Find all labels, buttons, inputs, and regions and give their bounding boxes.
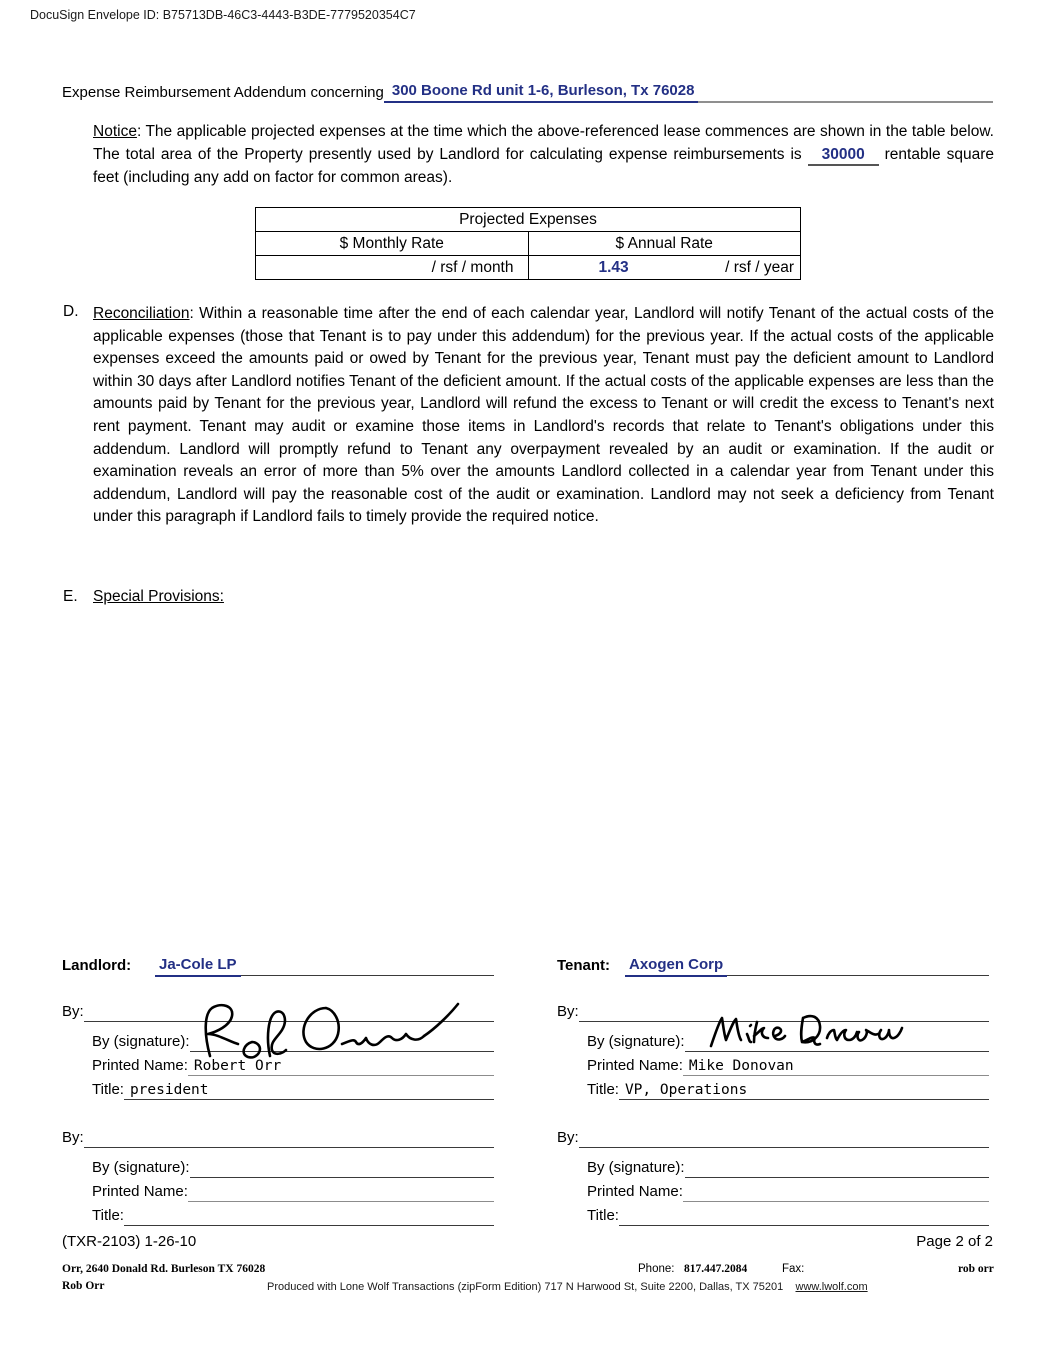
landlord-signature2-line [190, 1158, 494, 1178]
form-code: (TXR-2103) 1-26-10 [62, 1233, 197, 1250]
tenant-signature-block [557, 956, 989, 1246]
landlord-signature-block [62, 956, 494, 1246]
annual-rate-header: $ Annual Rate [528, 232, 801, 256]
tenant-printed-name2-line [683, 1182, 989, 1202]
landlord-printed-name2-line [188, 1182, 494, 1202]
section-d-lead-word: Reconciliation [93, 305, 190, 322]
section-d-letter: D. [63, 303, 79, 320]
landlord-by-signature-label: By (signature): [92, 1033, 190, 1050]
landlord-by2-signature-label: By (signature): [92, 1159, 190, 1176]
annual-rate-value: 1.43 [598, 258, 629, 276]
produced-with-text: Produced with Lone Wolf Transactions (zipForm Edition) 717 N Harwood St, Suite 2200, Dallas, TX 75201 [267, 1281, 784, 1293]
tenant-title-label: Title: [587, 1081, 619, 1098]
landlord-name-value: Ja-Cole LP [155, 956, 241, 977]
agent-address: Orr, 2640 Donald Rd. Burleson TX 76028 [62, 1263, 266, 1275]
tenant-label: Tenant: [557, 957, 611, 974]
tenant-name-value: Axogen Corp [625, 956, 727, 977]
landlord-printed-name2-label: Printed Name: [92, 1183, 188, 1200]
monthly-rate-header: $ Monthly Rate [256, 232, 529, 256]
notice-text-before: : The applicable projected expenses at the time which the above-referenced lease commences are shown in the table below. The total area of the Property presently used by Landlord for calculating expense reimbursements is [93, 123, 994, 163]
phone-label: Phone: [638, 1263, 675, 1275]
landlord-name-field [155, 956, 494, 976]
tenant-by-line [579, 1002, 989, 1022]
tenant-title2-line [619, 1206, 989, 1226]
tenant-by2-signature-label: By (signature): [587, 1159, 685, 1176]
docusign-envelope-id: DocuSign Envelope ID: B75713DB-46C3-4443-B3DE-7779520354C7 [30, 8, 416, 22]
landlord-title-label: Title: [92, 1081, 124, 1098]
landlord-printed-name-label: Printed Name: [92, 1057, 188, 1074]
tenant-signature2-line [685, 1158, 989, 1178]
addendum-title: Expense Reimbursement Addendum concerning [62, 84, 384, 101]
notice-paragraph [93, 120, 994, 189]
rentable-area-value: 30000 [808, 146, 879, 166]
annual-rate-cell [528, 256, 801, 280]
landlord-by-line [84, 1002, 494, 1022]
agent-name: Rob Orr [62, 1280, 105, 1292]
page-number: Page 2 of 2 [916, 1233, 993, 1250]
property-address-value: 300 Boone Rd unit 1-6, Burleson, Tx 76028 [384, 82, 699, 103]
lwolf-link[interactable]: www.lwolf.com [795, 1281, 868, 1293]
projected-expenses-table [255, 207, 801, 280]
tenant-signature-line [685, 1032, 989, 1052]
landlord-title2-label: Title: [92, 1207, 124, 1224]
produced-with-line [267, 1281, 868, 1293]
tenant-printed-name2-label: Printed Name: [587, 1183, 683, 1200]
section-d-paragraph [93, 303, 994, 529]
landlord-title2-line [124, 1206, 494, 1226]
form-footer-line [62, 1233, 993, 1250]
tenant-by2-label: By: [557, 1129, 579, 1146]
landlord-printed-name-value: Robert Orr [193, 1058, 282, 1074]
tenant-name-field [625, 956, 989, 976]
monthly-rate-cell: / rsf / month [256, 256, 529, 280]
annual-rate-unit: / rsf / year [725, 258, 794, 276]
section-e-title: Special Provisions: [93, 588, 224, 605]
fax-label: Fax: [782, 1263, 805, 1275]
tenant-by2-line [579, 1128, 989, 1148]
landlord-title-line [124, 1080, 494, 1100]
landlord-title-value: president [129, 1082, 209, 1098]
tenant-title-line [619, 1080, 989, 1100]
document-header [62, 82, 993, 103]
section-e-letter: E. [63, 588, 78, 605]
landlord-label: Landlord: [62, 957, 132, 974]
expenses-table-title: Projected Expenses [256, 208, 801, 232]
tenant-by-label: By: [557, 1003, 579, 1020]
tenant-printed-name-value: Mike Donovan [688, 1058, 794, 1074]
landlord-printed-name-line [188, 1056, 494, 1076]
landlord-by-label: By: [62, 1003, 84, 1020]
notice-text-after: rentable square feet (including any add on factor for common areas). [93, 146, 994, 186]
property-address-field [384, 82, 993, 103]
landlord-by2-label: By: [62, 1129, 84, 1146]
preparer-name: rob orr [958, 1263, 994, 1275]
tenant-title2-label: Title: [587, 1207, 619, 1224]
section-d-text: : Within a reasonable time after the end of each calendar year, Landlord will notify Tenant of the actual costs of the applicable expenses (those that Tenant is to pay under this addendum) for the previous year. If the actual costs of the applicable expenses exceed the amounts paid or owed by Tenant for the previous year, Tenant must pay the deficient amount to Landlord within 30 days after Landlord notifies Tenant of the deficient amount. If the actual costs of the applicable expenses are less than the amounts paid by Tenant for the previous year, Landlord will refund the excess to Tenant or will credit the excess to Tenant's next rent payment. Tenant may audit or examine those items in Landlord's records that relate to Tenant's obligations under this addendum. Landlord will promptly refund to Tenant any overpayment revealed by an audit or examination. If the audit or examination reveals an error of more than 5% over the amounts Landlord collected in a calendar year from Tenant under this addendum, Landlord will pay the reasonable cost of the audit or examination. Landlord may not seek a deficiency from Tenant under this paragraph if Landlord fails to timely provide the required notice. [93, 305, 994, 526]
phone-number: 817.447.2084 [684, 1263, 748, 1275]
landlord-by2-line [84, 1128, 494, 1148]
tenant-printed-name-line [683, 1056, 989, 1076]
tenant-by-signature-label: By (signature): [587, 1033, 685, 1050]
tenant-title-value: VP, Operations [624, 1082, 748, 1098]
notice-lead-word: Notice [93, 123, 137, 140]
tenant-printed-name-label: Printed Name: [587, 1057, 683, 1074]
landlord-signature-line [190, 1032, 494, 1052]
